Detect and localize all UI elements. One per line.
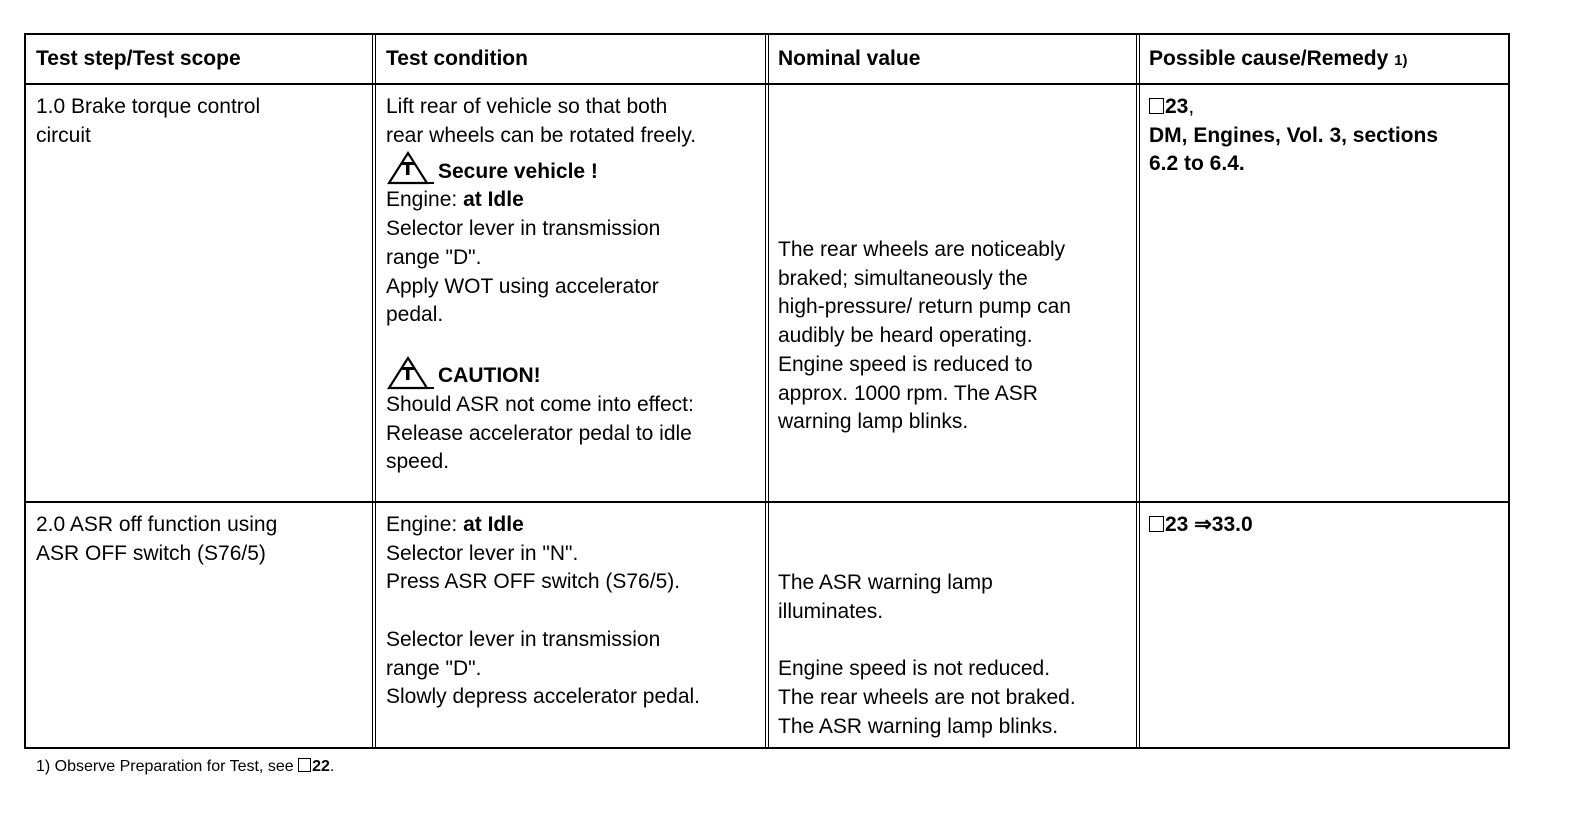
warning-triangle-icon xyxy=(386,150,436,186)
column-divider xyxy=(372,35,376,747)
row2-test-condition: Engine: at Idle Selector lever in "N". Press ASR OFF switch (S76/5). Selector lever in transmission range "D". Slowly depress accelerator pedal. xyxy=(386,513,700,709)
row2-nominal-value: The ASR warning lamp illuminates. Engine speed is not reduced. The rear wheels are not braked. The ASR warning lamp blinks. xyxy=(778,571,1076,738)
row-divider xyxy=(26,501,1508,503)
column-divider xyxy=(765,35,769,747)
column-divider xyxy=(1136,35,1140,747)
row2-possible-cause: 23 ⇒33.0 xyxy=(1149,511,1253,540)
header-nominal-value: Nominal value xyxy=(778,47,921,70)
header-possible-cause: Possible cause/Remedy 1) xyxy=(1149,47,1408,70)
row1-possible-cause: 23, DM, Engines, Vol. 3, sections 6.2 to 6.4. xyxy=(1149,95,1439,176)
footnote: 1) Observe Preparation for Test, see 22. xyxy=(36,758,335,775)
row-divider xyxy=(26,83,1508,85)
reference-box-icon xyxy=(1149,516,1164,532)
row1-test-scope: 1.0 Brake torque control circuit xyxy=(36,95,261,147)
caution-warning: CAUTION! xyxy=(386,355,696,391)
header-test-condition: Test condition xyxy=(386,47,528,70)
row1-nominal-value: The rear wheels are noticeably braked; simultaneously the high-pressure/ return pump can audibly be heard operating. Engine speed is reduced to approx. 1000 rpm. The ASR warning lamp blinks. xyxy=(778,238,1071,434)
row2-test-scope: 2.0 ASR off function using ASR OFF switch (S76/5) xyxy=(36,513,278,565)
reference-box-icon xyxy=(298,758,311,772)
secure-vehicle-warning: Secure vehicle ! xyxy=(386,150,696,186)
test-table xyxy=(24,33,1510,749)
header-test-step: Test step/Test scope xyxy=(36,47,241,70)
reference-box-icon xyxy=(1149,98,1164,114)
warning-triangle-icon xyxy=(386,355,436,391)
row1-test-condition: Lift rear of vehicle so that both rear wheels can be rotated freely. Secure vehicle ! Engine: at Idle Selector lever in transmission range "D". Apply WOT using accelerator pedal. CAUTION! Should ASR not come into effect: Release accelerator pedal to idle speed. xyxy=(386,95,697,474)
